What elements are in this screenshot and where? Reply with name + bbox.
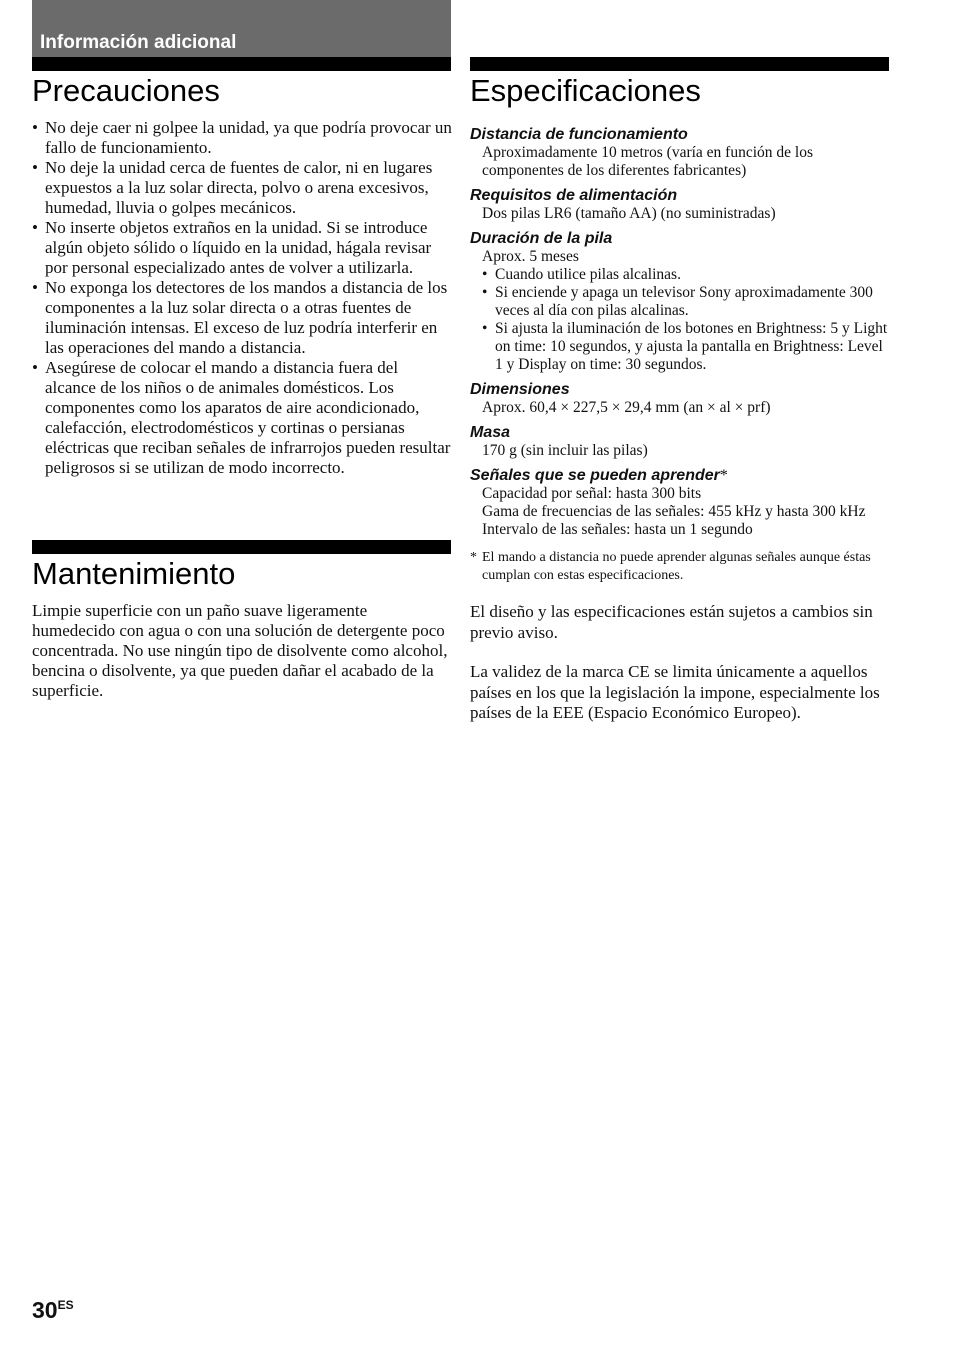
section-tab	[32, 0, 451, 57]
spec-body-senales	[470, 485, 890, 539]
spec-duracion-bullet: • Cuando utilice pilas alcalinas.	[482, 266, 890, 284]
spec-senales-line: Gama de frecuencias de las señales: 455 kHz y hasta 300 kHz	[482, 503, 866, 520]
precauciones-list	[32, 118, 452, 478]
mantenimiento-content	[32, 601, 452, 701]
list-item: • No exponga los detectores de los mandos a distancia de los componentes a la luz solar directa o a otras fuentes de iluminación intensas. El exceso de luz podría interferir en las operaciones del mando a distancia.	[32, 278, 452, 358]
spec-duracion-bullet: • Si enciende y apaga un televisor Sony aproximadamente 300 veces al día con pilas alcalinas.	[482, 284, 890, 320]
mantenimiento-body: Limpie superficie con un paño suave ligeramente humedecido con agua o con una solución de detergente poco concentrada. No use ningún tipo de disolvente como alcohol, bencina o disolvente, ya que pueden dañar el acabado de la superficie.	[32, 601, 448, 700]
footnote-star: *	[470, 550, 477, 565]
section-rule-mantenimiento	[32, 540, 451, 554]
spec-duracion-bullet: • Si ajusta la iluminación de los botones en Brightness: 5 y Light on time: 10 segundos, y ajusta la pantalla en Brightness: Level 1 y Display on time: 30 segundos.	[482, 320, 890, 374]
spec-body-duracion	[470, 248, 890, 374]
list-item: • No deje caer ni golpee la unidad, ya que podría provocar un fallo de funcionamiento.	[32, 118, 452, 158]
spec-title-distancia: Distancia de funcionamiento	[470, 126, 688, 143]
spec-title-senales	[470, 466, 890, 485]
spec-senales-line: Capacidad por señal: hasta 300 bits	[482, 485, 702, 502]
precauciones-content	[32, 118, 452, 478]
note-design-changes: El diseño y las especificaciones están sujetos a cambios sin previo aviso.	[470, 602, 873, 642]
list-item: • Asegúrese de colocar el mando a distancia fuera del alcance de los niños o de animales domésticos. Los componentes como los aparatos de aire acondicionado, calefacción, electrodomésticos y cortinas o persianas eléctricas que reciban señales de infrarrojos pueden resultar peligrosos si se utilizan de modo incorrecto.	[32, 358, 452, 478]
footnote-text: El mando a distancia no puede aprender algunas señales aunque éstas cumplan con estas especificaciones.	[482, 550, 871, 583]
spec-body-distancia: Aproximadamente 10 metros (varía en función de los componentes de los diferentes fabricantes)	[482, 144, 813, 179]
note-ce-mark: La validez de la marca CE se limita únicamente a aquellos países en los que la legislación la impone, especialmente los países de la EEE (Espacio Económico Europeo).	[470, 662, 880, 722]
section-rule-especificaciones	[470, 57, 889, 71]
list-item: • No deje la unidad cerca de fuentes de calor, ni en lugares expuestos a la luz solar directa, polvo o arena excesivos, humedad, lluvia o golpes mecánicos.	[32, 158, 452, 218]
spec-title-dimensiones: Dimensiones	[470, 381, 570, 398]
especificaciones-content	[470, 125, 890, 724]
spec-senales-line: Intervalo de las señales: hasta un 1 segundo	[482, 521, 753, 538]
spec-body-masa: 170 g (sin incluir las pilas)	[482, 442, 648, 459]
list-item: • No inserte objetos extraños en la unidad. Si se introduce algún objeto sólido o líquido en la unidad, hágala revisar por personal especializado antes de volver a utilizarla.	[32, 218, 452, 278]
heading-precauciones: Precauciones	[32, 73, 220, 108]
page-number	[32, 1297, 74, 1324]
spec-body-requisitos: Dos pilas LR6 (tamaño AA) (no suministradas)	[482, 205, 776, 222]
footnote	[470, 549, 890, 585]
heading-especificaciones: Especificaciones	[470, 73, 701, 108]
spec-body-dimensiones: Aprox. 60,4 × 227,5 × 29,4 mm (an × al × prf)	[482, 399, 771, 416]
page-language-code: ES	[57, 1298, 74, 1312]
footnote-marker: *	[719, 467, 728, 484]
spec-title-senales-text: Señales que se pueden aprender	[470, 467, 720, 484]
section-rule-precauciones	[32, 57, 451, 71]
spec-title-requisitos: Requisitos de alimentación	[470, 187, 678, 204]
page-number-value: 30	[32, 1297, 58, 1323]
section-title: Información adicional	[40, 32, 237, 53]
spec-title-masa: Masa	[470, 424, 511, 441]
spec-title-duracion: Duración de la pila	[470, 230, 613, 247]
heading-mantenimiento: Mantenimiento	[32, 556, 236, 591]
spec-duracion-value: Aprox. 5 meses	[482, 248, 579, 265]
